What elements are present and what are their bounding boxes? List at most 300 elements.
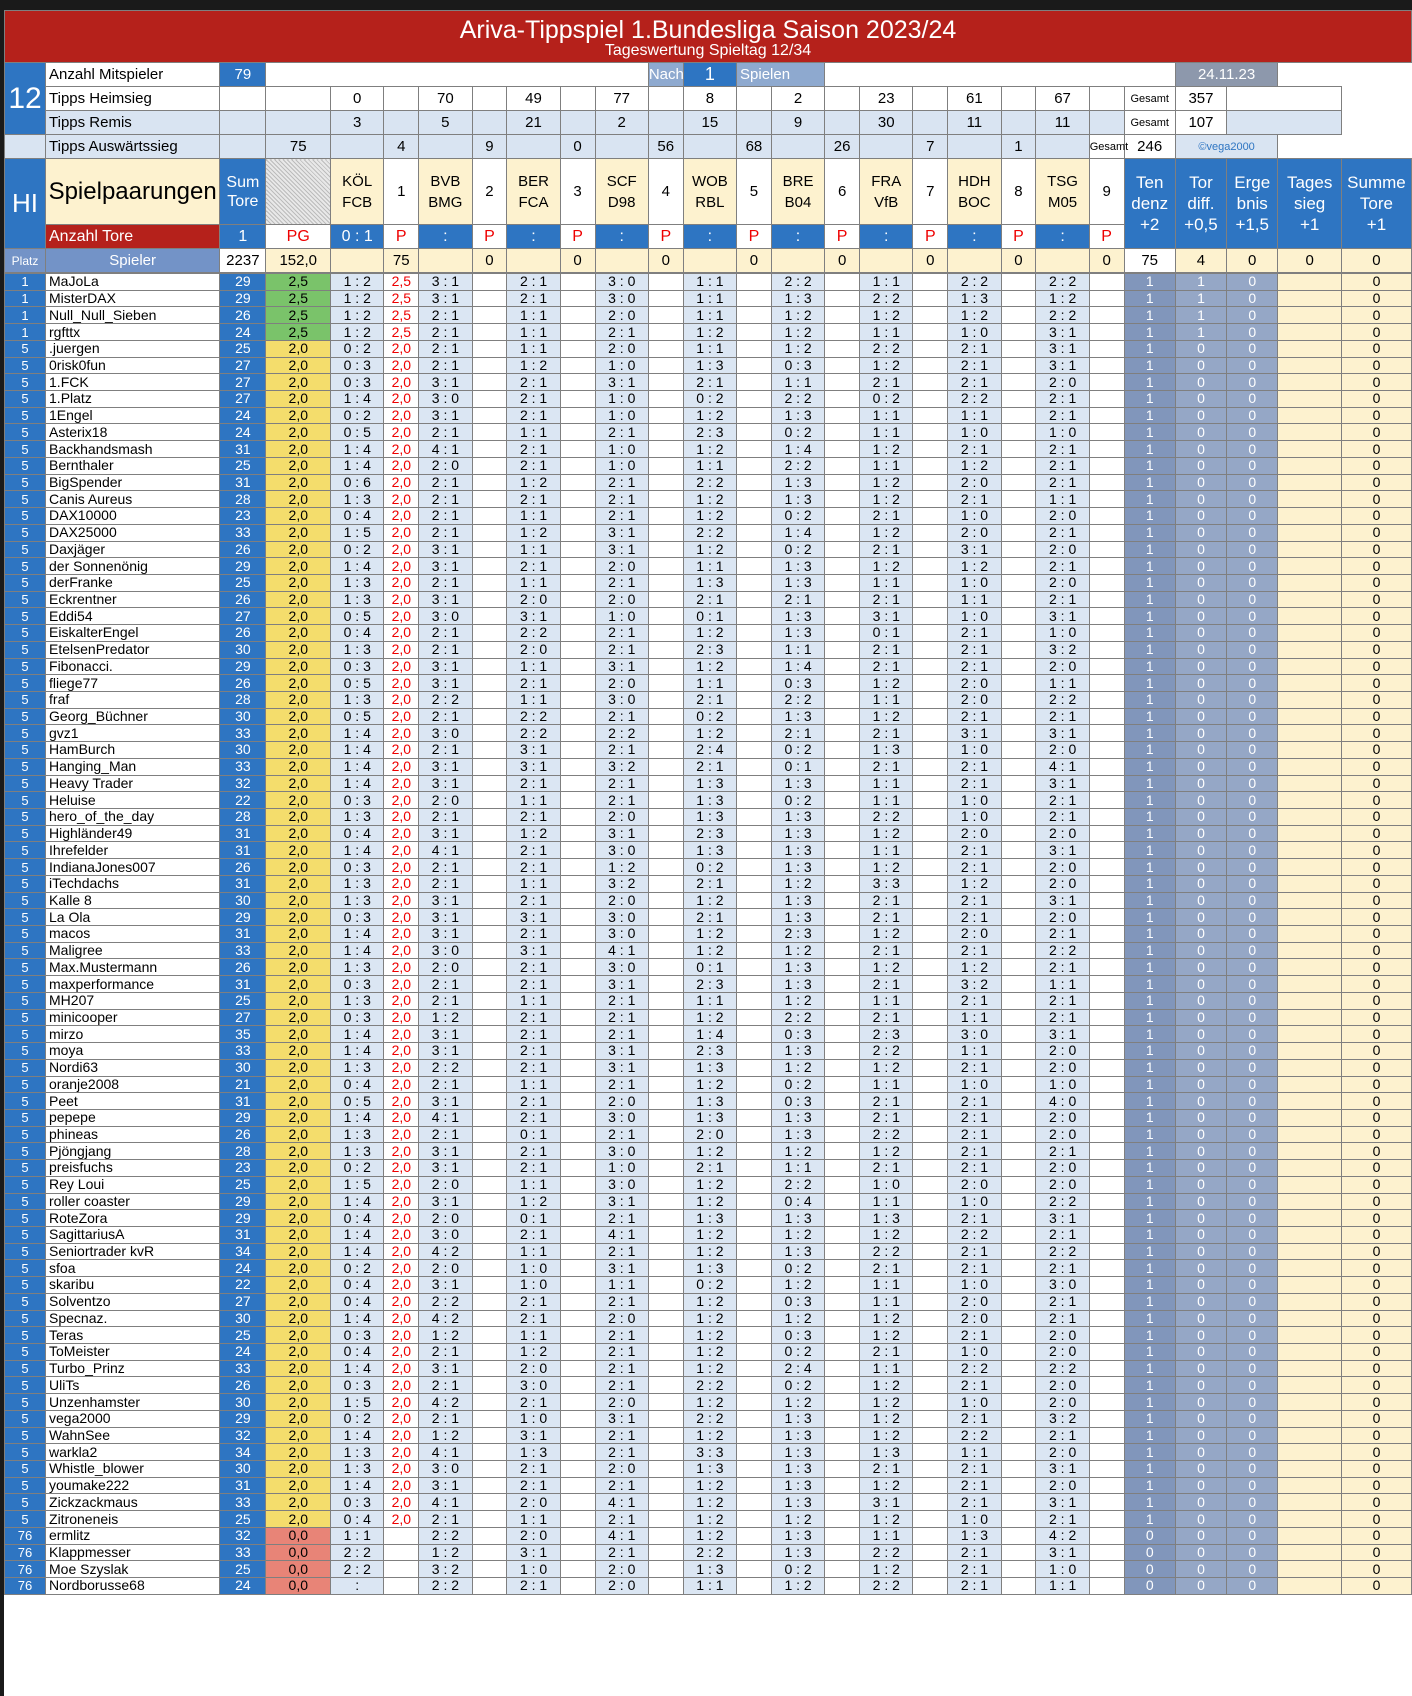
points-match-1: 2,0 <box>384 591 419 608</box>
sum-goals-points: 0 <box>1342 1210 1412 1227</box>
player-row <box>5 1093 1412 1110</box>
blank-cell <box>331 135 384 159</box>
points-match-3 <box>560 1410 595 1427</box>
points-match-5 <box>737 758 772 775</box>
tendency-points: 1 <box>1124 875 1175 892</box>
points-match-9 <box>1089 290 1124 307</box>
tip-match-5: 1 : 2 <box>683 1293 736 1310</box>
player-name: minicooper <box>46 1009 220 1026</box>
points-match-2 <box>472 691 507 708</box>
points-match-5 <box>737 825 772 842</box>
tip-match-7: 1 : 2 <box>860 1561 913 1578</box>
points-match-8 <box>1001 926 1036 943</box>
tip-match-9: 2 : 1 <box>1036 708 1089 725</box>
tip-match-7: 1 : 1 <box>860 792 913 809</box>
tip-match-8: 2 : 2 <box>948 274 1001 291</box>
tip-match-1: 0 : 4 <box>331 1210 384 1227</box>
daywin-points <box>1278 758 1342 775</box>
points-match-7 <box>913 1109 948 1126</box>
points-match-1: 2,0 <box>384 909 419 926</box>
tip-match-2: 2 : 1 <box>419 324 472 341</box>
tip-match-1: 1 : 2 <box>331 274 384 291</box>
tip-match-9: 2 : 0 <box>1036 1059 1089 1076</box>
tip-match-3: 2 : 1 <box>507 290 560 307</box>
points-match-2 <box>472 1059 507 1076</box>
points-match-4 <box>648 491 683 508</box>
daywin-points <box>1278 391 1342 408</box>
points-match-8 <box>1001 1310 1036 1327</box>
tip-match-4: 2 : 2 <box>595 725 648 742</box>
points-match-2 <box>472 274 507 291</box>
points-match-9 <box>1089 357 1124 374</box>
tip-match-2: 3 : 1 <box>419 591 472 608</box>
tip-match-7: 1 : 3 <box>860 1444 913 1461</box>
blank-cell <box>220 111 266 135</box>
daywin-points <box>1278 407 1342 424</box>
points-match-8 <box>1001 1327 1036 1344</box>
diff-total: 4 <box>1175 249 1226 273</box>
points-match-2 <box>472 324 507 341</box>
result-points: 0 <box>1227 524 1278 541</box>
away-team: BOC <box>958 193 991 211</box>
points-match-5 <box>737 1511 772 1528</box>
tip-match-4: 3 : 0 <box>595 1143 648 1160</box>
tip-match-6: 2 : 1 <box>771 591 824 608</box>
rank: 5 <box>5 792 46 809</box>
tip-match-8: 2 : 1 <box>948 1109 1001 1126</box>
daywin-points <box>1278 775 1342 792</box>
points-match-9 <box>1089 1226 1124 1243</box>
diff-points: 0 <box>1175 809 1226 826</box>
points-match-3 <box>560 591 595 608</box>
tip-match-3: 2 : 1 <box>507 1043 560 1060</box>
rank: 5 <box>5 474 46 491</box>
tip-match-5: 1 : 2 <box>683 658 736 675</box>
points-match-7 <box>913 725 948 742</box>
diff-points: 1 <box>1175 307 1226 324</box>
diff-points: 0 <box>1175 1410 1226 1427</box>
tip-match-4: 3 : 0 <box>595 691 648 708</box>
points-match-6 <box>825 1143 860 1160</box>
tip-match-5: 1 : 2 <box>683 1076 736 1093</box>
match-number: 8 <box>1001 159 1036 225</box>
tip-match-6: 1 : 3 <box>771 1410 824 1427</box>
points-match-7 <box>913 457 948 474</box>
tip-match-7: 2 : 2 <box>860 1578 913 1595</box>
tip-match-6: 1 : 3 <box>771 909 824 926</box>
daywin-points <box>1278 842 1342 859</box>
tendency-points: 1 <box>1124 1477 1175 1494</box>
tip-match-2: 2 : 1 <box>419 1377 472 1394</box>
tip-match-1: 0 : 2 <box>331 407 384 424</box>
player-row <box>5 1193 1412 1210</box>
diff-points: 0 <box>1175 1026 1226 1043</box>
tip-match-8: 2 : 1 <box>948 1477 1001 1494</box>
result-points: 0 <box>1227 825 1278 842</box>
points-match-4 <box>648 274 683 291</box>
points-match-5 <box>737 1143 772 1160</box>
diff-points: 0 <box>1175 1160 1226 1177</box>
blank-cell <box>825 111 860 135</box>
tip-match-4: 2 : 1 <box>595 792 648 809</box>
tip-match-8: 2 : 0 <box>948 1176 1001 1193</box>
tip-match-7: 2 : 2 <box>860 290 913 307</box>
tip-match-7: 2 : 1 <box>860 658 913 675</box>
points-match-9 <box>1089 608 1124 625</box>
player-row <box>5 274 1412 291</box>
points-match-6 <box>825 1043 860 1060</box>
points-match-1: 2,0 <box>384 1176 419 1193</box>
tip-match-1: 0 : 2 <box>331 1160 384 1177</box>
tip-match-9: 2 : 0 <box>1036 1477 1089 1494</box>
rank: 5 <box>5 658 46 675</box>
players-table <box>4 273 1412 1595</box>
tip-match-1: 2 : 2 <box>331 1544 384 1561</box>
points-match-7 <box>913 959 948 976</box>
points-total: 2,0 <box>266 407 331 424</box>
player-name: SagittariusA <box>46 1226 220 1243</box>
rank: 5 <box>5 424 46 441</box>
player-row <box>5 792 1412 809</box>
diff-points: 0 <box>1175 1444 1226 1461</box>
tip-match-3: 3 : 0 <box>507 1377 560 1394</box>
sum-goals: 33 <box>220 1360 266 1377</box>
points-match-8 <box>1001 307 1036 324</box>
tip-match-7: 2 : 1 <box>860 1344 913 1361</box>
points-match-6 <box>825 1360 860 1377</box>
sum-goals-points: 0 <box>1342 1226 1412 1243</box>
tip-match-9: 2 : 1 <box>1036 959 1089 976</box>
points-total: 2,0 <box>266 959 331 976</box>
tip-match-2: 2 : 2 <box>419 1527 472 1544</box>
points-match-7 <box>913 792 948 809</box>
blank-cell <box>560 87 595 111</box>
tip-match-9: 2 : 1 <box>1036 992 1089 1009</box>
player-name: Whistle_blower <box>46 1461 220 1478</box>
daywin-header-line: sieg <box>1294 194 1326 213</box>
tip-match-1: 1 : 3 <box>331 959 384 976</box>
points-match-7 <box>913 340 948 357</box>
player-name: La Ola <box>46 909 220 926</box>
points-match-7 <box>913 1494 948 1511</box>
points-match-5 <box>737 307 772 324</box>
points-match-6 <box>825 892 860 909</box>
tip-match-3: 1 : 1 <box>507 1076 560 1093</box>
sum-goals: 29 <box>220 1193 266 1210</box>
points-match-3 <box>560 474 595 491</box>
points-match-6 <box>825 591 860 608</box>
points-total: 2,0 <box>266 574 331 591</box>
sum-goals-points: 0 <box>1342 1277 1412 1294</box>
tip-match-4: 3 : 0 <box>595 842 648 859</box>
tendency-points: 1 <box>1124 1126 1175 1143</box>
player-row <box>5 574 1412 591</box>
player-row <box>5 391 1412 408</box>
points-total: 2,0 <box>266 357 331 374</box>
tip-match-1: 1 : 2 <box>331 307 384 324</box>
after-label: Nach <box>648 63 683 87</box>
diff-header-line: +0,5 <box>1184 215 1218 234</box>
tendency-header-line: Ten <box>1135 173 1164 192</box>
points-match-8 <box>1001 608 1036 625</box>
tendency-points: 1 <box>1124 1461 1175 1478</box>
rank: 5 <box>5 1360 46 1377</box>
points-match-2 <box>472 1260 507 1277</box>
points-label: P <box>560 225 595 249</box>
rank: 5 <box>5 675 46 692</box>
points-match-4 <box>648 708 683 725</box>
away-label: Tipps Auswärtssieg <box>46 135 220 159</box>
points-match-6 <box>825 541 860 558</box>
points-match-3 <box>560 641 595 658</box>
result-points: 0 <box>1227 892 1278 909</box>
diff-points: 0 <box>1175 1360 1226 1377</box>
tip-match-2: 3 : 1 <box>419 1143 472 1160</box>
tip-match-5: 2 : 1 <box>683 691 736 708</box>
daywin-points <box>1278 708 1342 725</box>
tip-match-3: 1 : 2 <box>507 357 560 374</box>
points-match-6 <box>825 875 860 892</box>
sum-goals-points: 0 <box>1342 909 1412 926</box>
tip-match-8: 1 : 1 <box>948 1043 1001 1060</box>
points-match-4 <box>648 474 683 491</box>
points-match-6 <box>825 391 860 408</box>
match-points: 0 <box>472 249 507 273</box>
tips-count: 67 <box>1036 87 1089 111</box>
points-match-9 <box>1089 1260 1124 1277</box>
points-match-5 <box>737 1494 772 1511</box>
tendency-points: 1 <box>1124 859 1175 876</box>
rank: 5 <box>5 942 46 959</box>
points-match-2 <box>472 1377 507 1394</box>
points-match-8 <box>1001 1210 1036 1227</box>
points-total: 2,0 <box>266 591 331 608</box>
tip-match-5: 1 : 3 <box>683 1059 736 1076</box>
points-match-9 <box>1089 558 1124 575</box>
result-points: 0 <box>1227 1360 1278 1377</box>
points-match-9 <box>1089 892 1124 909</box>
player-row <box>5 809 1412 826</box>
tip-match-2: 3 : 2 <box>419 1561 472 1578</box>
points-match-1: 2,0 <box>384 1344 419 1361</box>
sum-goals-points: 0 <box>1342 1160 1412 1177</box>
daywin-points <box>1278 274 1342 291</box>
tip-match-3: 2 : 1 <box>507 1059 560 1076</box>
player-name: Kalle 8 <box>46 892 220 909</box>
tendency-points: 1 <box>1124 1043 1175 1060</box>
result-points: 0 <box>1227 574 1278 591</box>
points-match-1: 2,0 <box>384 1494 419 1511</box>
tip-match-3: 2 : 1 <box>507 1293 560 1310</box>
tip-match-8: 2 : 1 <box>948 1260 1001 1277</box>
points-match-3 <box>560 1310 595 1327</box>
daywin-points <box>1278 809 1342 826</box>
points-match-3 <box>560 892 595 909</box>
player-row <box>5 374 1412 391</box>
player-name: mirzo <box>46 1026 220 1043</box>
points-match-9 <box>1089 1210 1124 1227</box>
tip-match-9: 3 : 2 <box>1036 641 1089 658</box>
tip-match-6: 1 : 3 <box>771 892 824 909</box>
tip-match-5: 0 : 2 <box>683 708 736 725</box>
points-match-2 <box>472 1544 507 1561</box>
player-row <box>5 675 1412 692</box>
points-match-8 <box>1001 959 1036 976</box>
match-result: : <box>595 225 648 249</box>
daywin-points <box>1278 1461 1342 1478</box>
blank-cell <box>648 87 683 111</box>
points-match-8 <box>1001 1410 1036 1427</box>
tip-match-1: 0 : 3 <box>331 1494 384 1511</box>
daywin-points <box>1278 508 1342 525</box>
tip-match-2: 2 : 0 <box>419 792 472 809</box>
points-match-1: 2,0 <box>384 792 419 809</box>
points-match-4 <box>648 1511 683 1528</box>
result-points: 0 <box>1227 1544 1278 1561</box>
tip-match-6: 1 : 2 <box>771 307 824 324</box>
sum-goals: 29 <box>220 909 266 926</box>
tips-count: 68 <box>737 135 772 159</box>
points-match-2 <box>472 474 507 491</box>
tip-match-1: 1 : 4 <box>331 391 384 408</box>
points-match-5 <box>737 457 772 474</box>
page-title: Ariva-Tippspiel 1.Bundesliga Saison 2023/24 <box>459 16 957 44</box>
points-match-7 <box>913 1444 948 1461</box>
diff-points: 0 <box>1175 992 1226 1009</box>
tip-match-3: 2 : 1 <box>507 374 560 391</box>
player-name: derFranke <box>46 574 220 591</box>
points-match-7 <box>913 641 948 658</box>
points-match-9 <box>1089 1527 1124 1544</box>
sum-goals-points: 0 <box>1342 1410 1412 1427</box>
tip-match-5: 2 : 2 <box>683 524 736 541</box>
points-match-1: 2,0 <box>384 508 419 525</box>
sum-goals-points: 0 <box>1342 641 1412 658</box>
points-total: 2,0 <box>266 1109 331 1126</box>
sum-goals: 29 <box>220 558 266 575</box>
result-points: 0 <box>1227 1059 1278 1076</box>
player-row <box>5 708 1412 725</box>
tip-match-2: 2 : 1 <box>419 641 472 658</box>
tip-match-1: 0 : 3 <box>331 909 384 926</box>
points-match-3 <box>560 357 595 374</box>
points-match-4 <box>648 1043 683 1060</box>
tip-match-1: 1 : 4 <box>331 1427 384 1444</box>
points-match-8 <box>1001 1143 1036 1160</box>
tip-match-8: 2 : 2 <box>948 1360 1001 1377</box>
result-points: 0 <box>1227 324 1278 341</box>
tip-match-5: 1 : 2 <box>683 1394 736 1411</box>
points-match-8 <box>1001 474 1036 491</box>
rank-label: Platz <box>5 249 46 273</box>
tip-match-6: 0 : 2 <box>771 1260 824 1277</box>
points-match-4 <box>648 307 683 324</box>
sum-goals-points: 0 <box>1342 274 1412 291</box>
tendency-points: 1 <box>1124 324 1175 341</box>
points-match-2 <box>472 842 507 859</box>
player-row <box>5 424 1412 441</box>
points-match-6 <box>825 474 860 491</box>
tips-count: 61 <box>948 87 1001 111</box>
home-team: TSG <box>1047 172 1078 190</box>
result-points: 0 <box>1227 1126 1278 1143</box>
tip-match-6: 1 : 3 <box>771 775 824 792</box>
blank-cell <box>560 111 595 135</box>
points-match-6 <box>825 1578 860 1595</box>
tip-match-5: 1 : 3 <box>683 792 736 809</box>
tip-match-4: 1 : 0 <box>595 407 648 424</box>
player-row <box>5 1561 1412 1578</box>
diff-points: 0 <box>1175 775 1226 792</box>
tip-match-4: 2 : 1 <box>595 474 648 491</box>
points-match-2 <box>472 524 507 541</box>
daywin-points <box>1278 992 1342 1009</box>
tip-match-6: 2 : 2 <box>771 274 824 291</box>
tip-match-4: 2 : 1 <box>595 708 648 725</box>
points-match-3 <box>560 1394 595 1411</box>
sum-goals: 25 <box>220 340 266 357</box>
points-total: 2,0 <box>266 1243 331 1260</box>
tip-match-4: 2 : 1 <box>595 625 648 642</box>
tip-match-6: 1 : 2 <box>771 1277 824 1294</box>
result-points: 0 <box>1227 1461 1278 1478</box>
points-match-9 <box>1089 825 1124 842</box>
sum-goals: 30 <box>220 1059 266 1076</box>
points-total: 2,0 <box>266 775 331 792</box>
tip-match-3: 1 : 2 <box>507 474 560 491</box>
points-total: 2,0 <box>266 976 331 993</box>
points-total: 2,0 <box>266 524 331 541</box>
tip-match-7: 1 : 1 <box>860 1277 913 1294</box>
points-total: 2,0 <box>266 1293 331 1310</box>
points-match-9 <box>1089 1494 1124 1511</box>
tip-match-8: 2 : 0 <box>948 691 1001 708</box>
points-match-1: 2,5 <box>384 307 419 324</box>
points-match-4 <box>648 1059 683 1076</box>
tip-match-1: 0 : 2 <box>331 541 384 558</box>
tip-match-8: 2 : 1 <box>948 1126 1001 1143</box>
points-match-3 <box>560 1143 595 1160</box>
sum-goals: 30 <box>220 1310 266 1327</box>
tip-match-3: 2 : 1 <box>507 809 560 826</box>
tip-match-5: 1 : 3 <box>683 1561 736 1578</box>
tip-match-5: 1 : 1 <box>683 675 736 692</box>
points-match-5 <box>737 324 772 341</box>
tip-match-9: 2 : 0 <box>1036 541 1089 558</box>
tip-match-1: 1 : 3 <box>331 1126 384 1143</box>
tip-match-2: 2 : 2 <box>419 1578 472 1595</box>
tip-match-4: 2 : 1 <box>595 742 648 759</box>
points-match-4 <box>648 357 683 374</box>
points-total: 2,0 <box>266 1511 331 1528</box>
points-match-9 <box>1089 1461 1124 1478</box>
sum-goals-points: 0 <box>1342 307 1412 324</box>
tip-match-5: 1 : 3 <box>683 1093 736 1110</box>
tip-match-1: 0 : 4 <box>331 1511 384 1528</box>
tip-match-4: 3 : 0 <box>595 926 648 943</box>
tip-match-4: 1 : 2 <box>595 859 648 876</box>
sum-goals: 31 <box>220 842 266 859</box>
tip-match-5: 1 : 4 <box>683 1026 736 1043</box>
tip-match-3: 2 : 0 <box>507 641 560 658</box>
tip-match-2: 3 : 1 <box>419 658 472 675</box>
blank-cell <box>1089 87 1124 111</box>
result-points: 0 <box>1227 708 1278 725</box>
player-name: skaribu <box>46 1277 220 1294</box>
points-match-5 <box>737 1193 772 1210</box>
title-banner <box>5 11 1412 63</box>
tip-match-3: 3 : 1 <box>507 758 560 775</box>
